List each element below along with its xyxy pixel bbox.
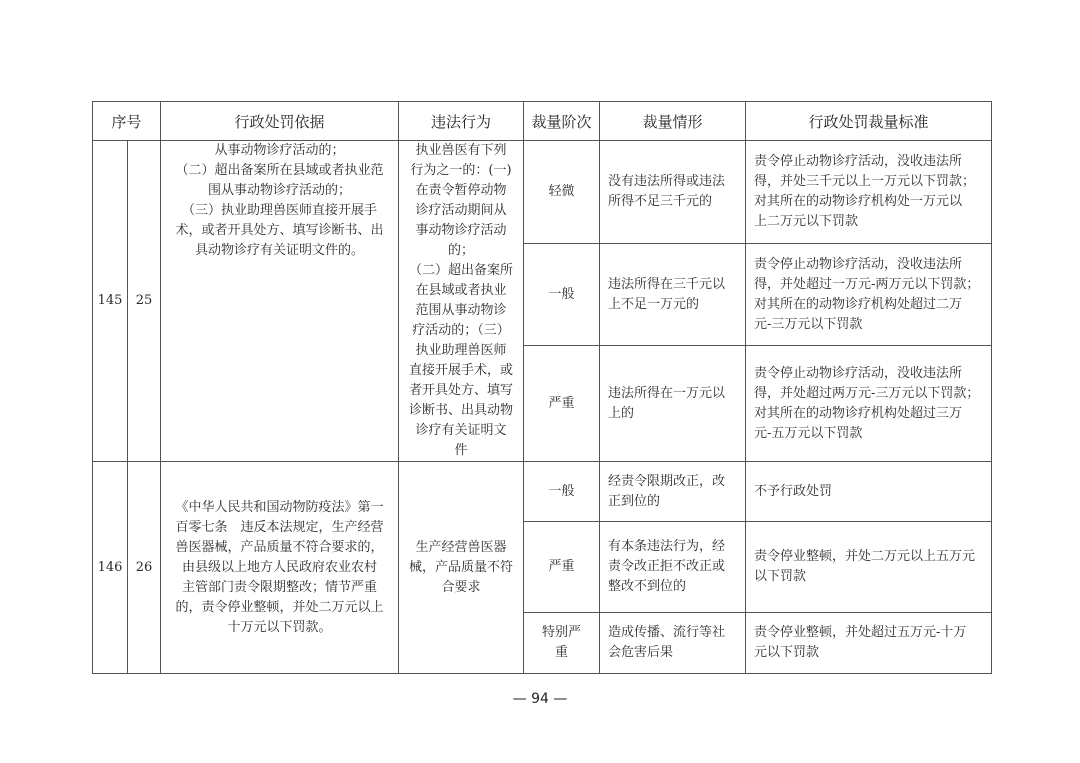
discretion-level <box>524 462 600 522</box>
text-line: 不予行政处罚 <box>754 483 833 499</box>
text-line: 元-三万元以下罚款 <box>754 316 863 332</box>
text-line: （二）超出备案所在县域或者执业范 <box>175 163 384 178</box>
text-line: 《中华人民共和国动物防疫法》第一 <box>175 499 384 515</box>
header-level: 裁量阶次 <box>524 102 600 141</box>
text-line: 执业助理兽医师 <box>415 343 507 358</box>
discretion-level <box>524 613 600 674</box>
text-line: 百零七条 违反本法规定，生产经营 <box>175 519 384 535</box>
text-line: 所得不足三千元的 <box>608 194 713 210</box>
text-line: 合要求 <box>441 579 481 595</box>
text-line: 得，并处超过一万元-两万元以下罚款； <box>754 276 980 292</box>
text-line: 生产经营兽医器 <box>415 539 507 555</box>
discretion-circumstance <box>600 141 746 244</box>
text-line: （三）执业助理兽医师直接开展手 <box>181 203 377 218</box>
text-line: 对其所在的动物诊疗机构处超过三万 <box>754 405 963 421</box>
text-line: 十万元以下罚款。 <box>227 619 332 635</box>
header-standard: 行政处罚裁量标准 <box>746 102 992 141</box>
penalty-standard <box>746 244 992 346</box>
text-line: 从事动物诊疗活动的； <box>214 143 345 158</box>
header-row <box>93 102 992 141</box>
text-line: 整改不到位的 <box>608 579 687 594</box>
penalty-table <box>92 101 992 674</box>
text-line: 主管部门责令限期整改；情节严重 <box>181 579 377 595</box>
row-subnumber: 25 <box>128 141 161 462</box>
text-line: 行为之一的：(一) <box>410 163 512 178</box>
text-line: 执业兽医有下列 <box>415 143 507 158</box>
text-line: 械，产品质量不符 <box>408 559 513 575</box>
text-line: 责令改正拒不改正或 <box>608 559 726 574</box>
text-line: 直接开展手术，或 <box>408 363 513 378</box>
text-line: 有本条违法行为，经 <box>608 539 726 554</box>
text-line: 上的 <box>608 405 635 421</box>
text-line: 上二万元以下罚款 <box>754 214 859 230</box>
page-number: — 94 — <box>512 691 568 707</box>
penalty-standard <box>746 346 992 462</box>
text-line: 的； <box>447 243 474 258</box>
violation-text <box>399 141 524 462</box>
header-basis: 行政处罚依据 <box>161 102 399 141</box>
violation-text <box>399 462 524 674</box>
text-line: 诊疗活动期间从 <box>415 203 507 218</box>
penalty-standard <box>746 462 992 522</box>
row-subnumber: 26 <box>128 462 161 674</box>
text-line: 事动物诊疗活动 <box>415 223 507 238</box>
penalty-standard <box>746 522 992 613</box>
text-line: 者开具处方、填写 <box>408 383 513 398</box>
penalty-standard <box>746 613 992 674</box>
text-line: 对其所在的动物诊疗机构处超过二万 <box>754 296 963 312</box>
text-line: 诊断书、出具动物 <box>408 403 513 418</box>
text-line: 重 <box>554 645 568 660</box>
text-line: 违法所得在一万元以 <box>608 385 726 401</box>
text-line: 由县级以上地方人民政府农业农村 <box>181 559 377 575</box>
text-line: 诊疗有关证明文 <box>415 423 507 438</box>
text-line: 具动物诊疗有关证明文件的。 <box>194 243 364 258</box>
text-line: （二）超出备案所 <box>408 263 513 278</box>
text-line: 兽医器械，产品质量不符合要求的， <box>175 539 384 555</box>
text-line: 在县域或者执业 <box>415 283 507 298</box>
text-line: 会危害后果 <box>608 645 674 660</box>
text-line: 以下罚款 <box>754 569 807 584</box>
text-line: 范围从事动物诊 <box>415 303 507 318</box>
discretion-level: 一般 <box>524 244 600 346</box>
text-line: 的，责令停业整顿，并处二万元以上 <box>175 599 384 615</box>
discretion-circumstance <box>600 244 746 346</box>
text-line: 造成传播、流行等社 <box>608 625 726 640</box>
text-line: 在责令暂停动物 <box>415 183 507 198</box>
text-line: 责令停业整顿，并处二万元以上五万元 <box>754 549 976 564</box>
text-line: 上不足一万元的 <box>608 296 700 312</box>
text-line: 对其所在的动物诊疗机构处一万元以 <box>754 194 963 210</box>
text-line: 围从事动物诊疗活动的； <box>207 183 351 198</box>
text-line: 元以下罚款 <box>754 645 820 660</box>
discretion-circumstance <box>600 613 746 674</box>
text-line: 术，或者开具处方、填写诊断书、出 <box>175 223 384 238</box>
header-circumstance: 裁量情形 <box>600 102 746 141</box>
table-row <box>93 462 992 522</box>
text-line: 元-五万元以下罚款 <box>754 425 863 441</box>
text-line: 责令停业整顿，并处超过五万元-十万 <box>754 625 967 640</box>
text-line: 经责令限期改正，改 <box>608 473 726 489</box>
text-line: 一般 <box>548 483 575 499</box>
text-line: 责令停止动物诊疗活动，没收违法所 <box>754 365 963 381</box>
header-violation: 违法行为 <box>399 102 524 141</box>
text-line: 严重 <box>548 559 575 574</box>
discretion-level: 严重 <box>524 346 600 462</box>
header-seq: 序号 <box>93 102 161 141</box>
text-line: 没有违法所得或违法 <box>608 174 726 190</box>
penalty-standard <box>746 141 992 244</box>
text-line: 疗活动的；（三） <box>412 323 510 338</box>
discretion-circumstance <box>600 346 746 462</box>
text-line: 得，并处超过两万元-三万元以下罚款； <box>754 385 980 401</box>
text-line: 责令停止动物诊疗活动，没收违法所 <box>754 256 963 272</box>
text-line: 责令停止动物诊疗活动，没收违法所 <box>754 154 963 170</box>
penalty-basis <box>161 141 399 462</box>
row-number: 146 <box>93 462 128 674</box>
discretion-circumstance <box>600 522 746 613</box>
text-line: 违法所得在三千元以 <box>608 276 726 292</box>
text-line: 件 <box>454 443 468 458</box>
discretion-level <box>524 522 600 613</box>
text-line: 得，并处三千元以上一万元以下罚款； <box>754 174 976 190</box>
text-line: 正到位的 <box>608 493 661 509</box>
text-line: 特别严 <box>541 625 581 640</box>
discretion-circumstance <box>600 462 746 522</box>
discretion-level: 轻微 <box>524 141 600 244</box>
row-number: 145 <box>93 141 128 462</box>
table-row <box>93 141 992 244</box>
penalty-basis <box>161 462 399 674</box>
